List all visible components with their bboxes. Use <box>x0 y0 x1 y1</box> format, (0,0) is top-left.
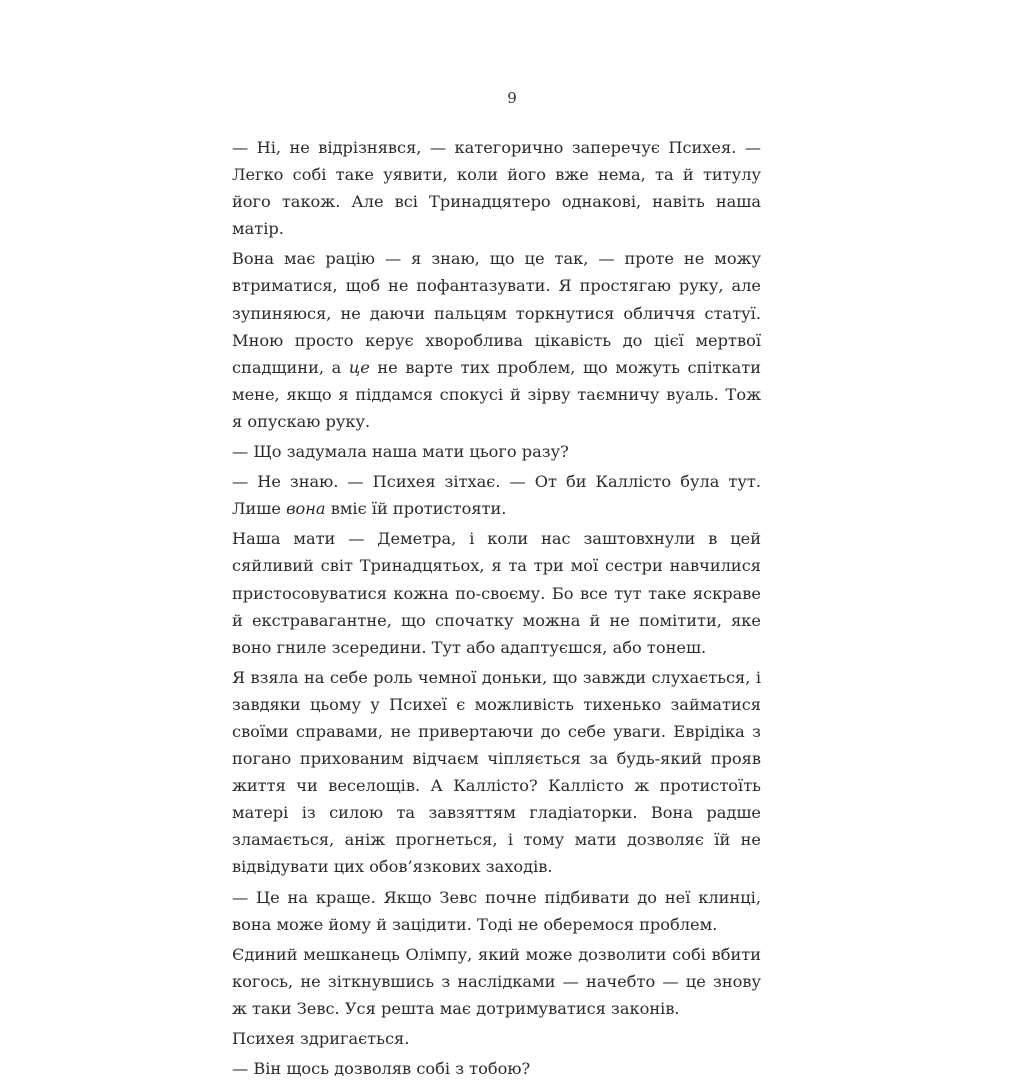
body-text <box>232 134 761 1082</box>
paragraph <box>232 245 761 435</box>
paragraph <box>232 664 761 881</box>
text-run: — Що задумала наша мати цього разу? <box>232 442 569 462</box>
paragraph <box>232 468 761 522</box>
text-run: — Ні, не відрізнявся, — категорично заперечує Психея. — Легко собі таке уявити, коли його вже нема, та й титулу його також. Але всі Тринадцятеро однакові, навіть наша матір. <box>232 138 761 239</box>
text-run: Єдиний мешканець Олімпу, який може дозволити собі вбити когось, не зіткнувшись з наслідками — начебто — це знову ж таки Зевс. Уся решта має дотримуватися законів. <box>232 944 761 1018</box>
paragraph <box>232 525 761 660</box>
text-run: Я взяла на себе роль чемної доньки, що завжди слухається, і завдяки цьому у Психеї є можливість тихенько займатися своїми справами, не привертаючи до себе уваги. Еврідіка з погано прихованим відчаєм чіпляється за будь-який прояв життя чи веселощів. А Каллісто? Каллісто ж протистоїть матері із силою та завзяттям гладіаторки. Вона радше зламається, аніж прогнеться, і тому мати дозволяє їй не відвідувати цих обов’язкових заходів. <box>232 667 761 877</box>
text-run: Психея здригається. <box>232 1029 410 1048</box>
paragraph <box>232 1055 761 1082</box>
paragraph <box>232 438 761 465</box>
paragraph <box>232 941 761 1022</box>
page-number: 9 <box>507 89 517 107</box>
italic-text: вона <box>286 499 326 519</box>
paragraph <box>232 884 761 938</box>
text-run: вміє їй протистояти. <box>325 499 507 519</box>
paragraph <box>232 1025 761 1052</box>
paragraph <box>232 134 761 242</box>
text-run: Наша мати — Деметра, і коли нас заштовхнули в цей сяйливий світ Тринадцятьох, я та три мої сестри навчилися пристосовуватися кожна по-своєму. Бо все тут таке яскраве й екстравагантне, що спочатку можна й не помітити, яке воно гниле зсередини. Тут або адаптуєшся, або тонеш. <box>232 529 761 657</box>
text-run: не варте тих проблем, що можуть спіткати мене, якщо я піддамся спокусі й зірву таємничу вуаль. Тож я опускаю руку. <box>232 357 761 431</box>
text-run: — Це на краще. Якщо Зевс почне підбивати до неї клинці, вона може йому й зацідити. Тоді не оберемося проблем. <box>232 887 761 934</box>
text-run: Вона має рацію — я знаю, що це так, — проте не можу втриматися, щоб не пофантазувати. Я простягаю руку, але зупиняюся, не даючи пальцям торкнутися обличчя статуї. Мною просто керує хвороблива цікавість до цієї мертвої спадщини, а <box>232 249 761 377</box>
text-run: — Не знаю. — Психея зітхає. — От би Каллісто була тут. Лише <box>232 472 761 519</box>
italic-text: це <box>348 357 370 377</box>
text-run: — Він щось дозволяв собі з тобою? <box>232 1059 531 1079</box>
